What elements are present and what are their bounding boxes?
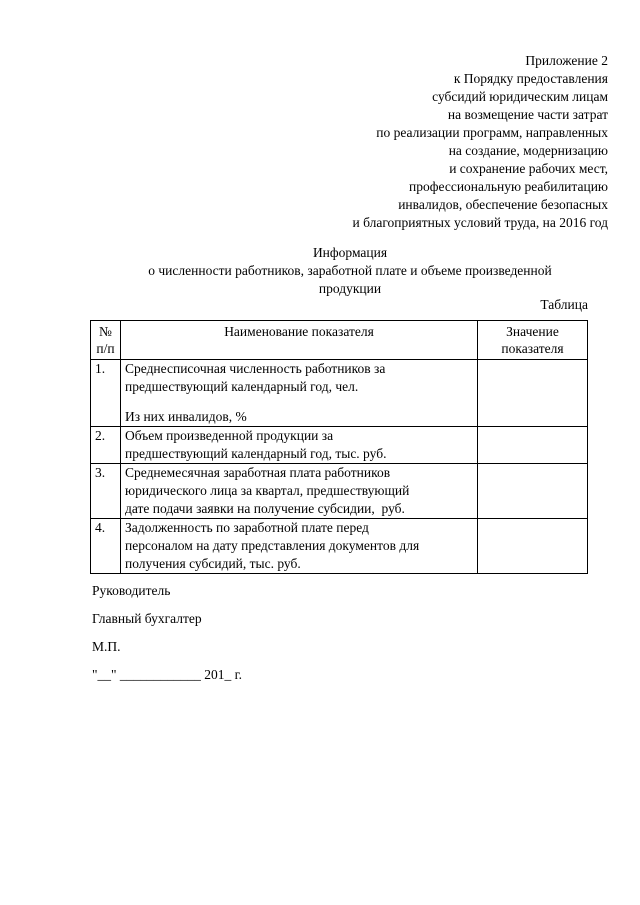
table-row <box>91 464 588 519</box>
row-name-line: дате подачи заявки на получение субсидии, руб. <box>125 501 405 516</box>
row-name-line: персоналом на дату представления документов для <box>125 538 420 553</box>
signature-accountant: Главный бухгалтер <box>92 611 202 626</box>
appendix-line: и благоприятных условий труда, на 2016 год <box>352 215 608 230</box>
row-name-extra: Из них инвалидов, % <box>125 409 247 424</box>
row-num: 4. <box>91 519 121 574</box>
header-num-line1: № <box>99 324 112 339</box>
row-value-cell[interactable] <box>478 464 588 519</box>
row-name <box>121 427 478 464</box>
header-name-text: Наименование показателя <box>224 324 374 339</box>
row-name-line: предшествующий календарный год, чел. <box>125 379 359 394</box>
appendix-line: по реализации программ, направленных <box>376 125 608 140</box>
row-name-line: предшествующий календарный год, тыс. руб. <box>125 446 387 461</box>
appendix-line: инвалидов, обеспечение безопасных <box>398 197 608 212</box>
signature-head: Руководитель <box>92 583 171 598</box>
row-name-line: Объем произведенной продукции за <box>125 428 334 443</box>
date-line: "__" ____________ 201_ г. <box>92 667 243 682</box>
row-name-line: Задолженность по заработной плате перед <box>125 520 369 535</box>
appendix-line: на возмещение части затрат <box>447 107 608 122</box>
info-subtitle-line2: продукции <box>318 281 382 296</box>
row-num: 3. <box>91 464 121 519</box>
header-num-line2: п/п <box>96 341 115 356</box>
row-name-line: получения субсидий, тыс. руб. <box>125 556 301 571</box>
appendix-line: и сохранение рабочих мест, <box>449 161 608 176</box>
info-heading <box>100 244 600 298</box>
header-name <box>121 321 478 360</box>
appendix-line: профессиональную реабилитацию <box>409 179 608 194</box>
row-name-line: юридического лица за квартал, предшествующий <box>125 483 410 498</box>
stamp-place: М.П. <box>92 639 121 654</box>
info-title: Информация <box>312 245 388 260</box>
appendix-block <box>268 52 608 232</box>
row-name-line: Среднемесячная заработная плата работников <box>125 465 391 480</box>
header-value-line1: Значение <box>506 324 559 339</box>
table-row <box>91 360 588 427</box>
header-value <box>478 321 588 360</box>
row-name <box>121 360 478 427</box>
row-name <box>121 519 478 574</box>
info-subtitle-line1: о численности работников, заработной плате и объеме произведенной <box>148 263 552 278</box>
row-value-cell[interactable] <box>478 360 588 427</box>
appendix-line: Приложение 2 <box>525 53 608 68</box>
indicators-table <box>90 320 588 574</box>
row-name <box>121 464 478 519</box>
table-row <box>91 519 588 574</box>
row-name-line: Среднесписочная численность работников за <box>125 361 386 376</box>
header-value-line2: показателя <box>501 341 564 356</box>
appendix-line: на создание, модернизацию <box>448 143 608 158</box>
row-value-cell[interactable] <box>478 427 588 464</box>
table-row <box>91 427 588 464</box>
appendix-line: субсидий юридическим лицам <box>432 89 608 104</box>
appendix-line: к Порядку предоставления <box>453 71 608 86</box>
row-value-cell[interactable] <box>478 519 588 574</box>
table-caption: Таблица <box>540 297 588 312</box>
row-num: 2. <box>91 427 121 464</box>
row-num: 1. <box>91 360 121 427</box>
header-num <box>91 321 121 360</box>
table-header-row <box>91 321 588 360</box>
